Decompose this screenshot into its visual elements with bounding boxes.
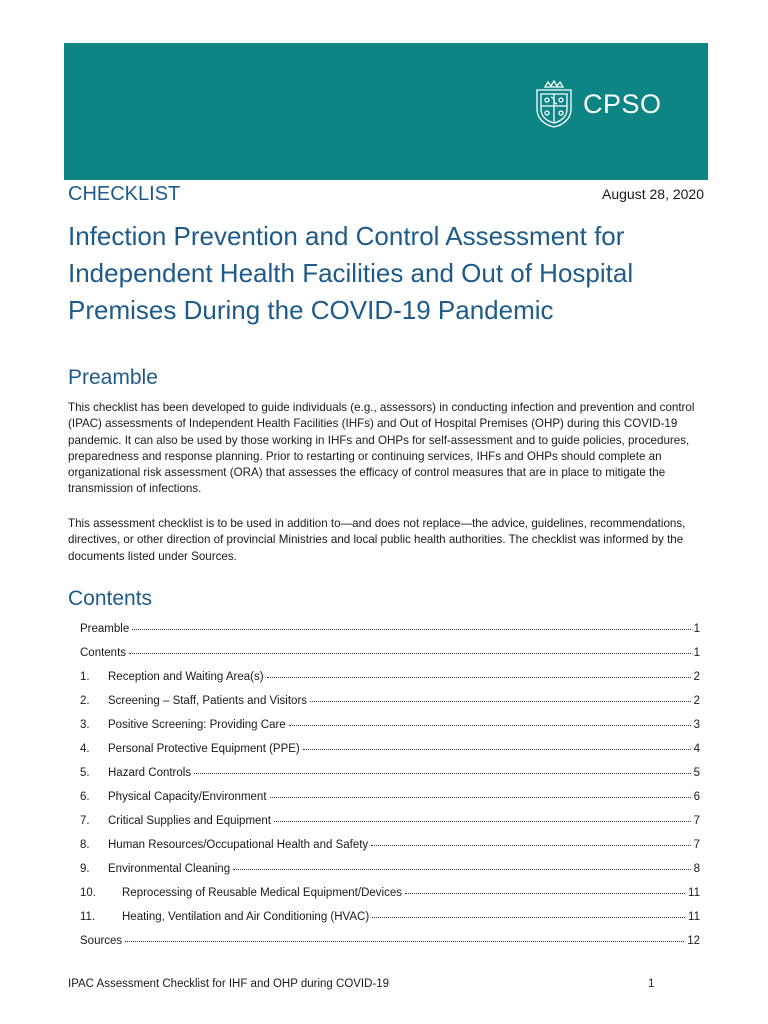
toc-entry-number: 3.: [80, 719, 90, 731]
logo-wordmark: CPSO: [583, 88, 662, 119]
preamble-paragraph-2: This assessment checklist is to be used in addition to—and does not replace—the advice, guidelines, recommendations, directives, or other direction of provincial Ministries and local public health authorities. The checklist was informed by the documents listed under Sources.: [68, 517, 686, 563]
toc-entry[interactable]: [80, 932, 700, 956]
toc-entry[interactable]: [80, 692, 700, 716]
toc-entry[interactable]: [80, 908, 700, 932]
toc-entry[interactable]: [80, 620, 700, 644]
header-banner: [64, 43, 708, 180]
toc-leader-dots: [303, 739, 691, 750]
toc-entry-page: 11: [688, 911, 700, 923]
toc-entry-label: Environmental Cleaning: [108, 863, 231, 875]
toc-entry-number: 10.: [80, 887, 96, 899]
toc-entry-label: Screening – Staff, Patients and Visitors: [108, 695, 308, 707]
toc-entry-label: Reception and Waiting Area(s): [108, 671, 264, 683]
toc-entry-label: Personal Protective Equipment (PPE): [108, 743, 300, 755]
preamble-heading: Preamble: [68, 366, 158, 389]
toc-entry-number: 11.: [80, 911, 96, 923]
toc-entry-label: Human Resources/Occupational Health and Safety: [108, 839, 369, 851]
toc-entry[interactable]: [80, 836, 700, 860]
toc-entry-page: 11: [688, 887, 700, 899]
toc-entry-page: 6: [693, 791, 700, 803]
toc-entry[interactable]: [80, 860, 700, 884]
toc-entry-label: Sources: [80, 935, 123, 947]
document-title: Infection Prevention and Control Assessment for Independent Health Facilities and Out of Hospital Premises During the COVID-19 Pandemic: [68, 221, 634, 325]
toc-entry[interactable]: [80, 764, 700, 788]
toc-entry-number: 9.: [80, 863, 90, 875]
toc-leader-dots: [132, 619, 690, 630]
toc-entry[interactable]: [80, 668, 700, 692]
toc-leader-dots: [129, 643, 691, 654]
toc-entry-page: 7: [693, 839, 700, 851]
toc-entry-label: Reprocessing of Reusable Medical Equipment/Devices: [122, 887, 402, 899]
toc-entry-page: 2: [693, 671, 700, 683]
toc-entry-number: 2.: [80, 695, 90, 707]
toc-leader-dots: [405, 883, 685, 894]
toc-entry-page: 5: [693, 767, 700, 779]
document-type: CHECKLIST: [68, 183, 181, 205]
toc-entry-number: 6.: [80, 791, 90, 803]
document-date: August 28, 2020: [602, 186, 704, 202]
toc-leader-dots: [233, 859, 690, 870]
toc-leader-dots: [274, 811, 691, 822]
toc-leader-dots: [270, 787, 691, 798]
toc-entry-page: 8: [693, 863, 700, 875]
toc-entry-label: Physical Capacity/Environment: [108, 791, 267, 803]
cpso-logo: [533, 79, 662, 129]
toc-entry-page: 1: [693, 647, 700, 659]
toc-entry[interactable]: [80, 812, 700, 836]
toc-leader-dots: [371, 835, 690, 846]
toc-entry-page: 1: [693, 623, 700, 635]
toc-entry[interactable]: [80, 788, 700, 812]
toc-entry[interactable]: [80, 740, 700, 764]
toc-entry[interactable]: [80, 644, 700, 668]
toc-entry-number: 5.: [80, 767, 90, 779]
toc-entry-page: 4: [693, 743, 700, 755]
toc-entry-label: Heating, Ventilation and Air Conditioning (HVAC): [122, 911, 370, 923]
toc-entry-label: Critical Supplies and Equipment: [108, 815, 272, 827]
toc-entry-page: 2: [693, 695, 700, 707]
toc-entry[interactable]: [80, 716, 700, 740]
preamble-paragraph-1: This checklist has been developed to guide individuals (e.g., assessors) in conducting infection and prevention and control (IPAC) assessments of Independent Health Facilities (IHFs) and Out of Hospital Premises (OHP) during this COVID-19 pandemic. It can also be used by those working in IHFs and OHPs for self-assessment and to guide policies, procedures, preparedness and response planning. Prior to restarting or continuing services, IHFs and OHPs should complete an organizational risk assessment (ORA) that assesses the efficacy of control measures that are in place to mitigate the transmission of infections.: [68, 401, 695, 496]
toc-entry[interactable]: [80, 884, 700, 908]
toc-entry-number: 8.: [80, 839, 90, 851]
toc-leader-dots: [267, 667, 691, 678]
footer-page-number: 1: [648, 978, 655, 990]
toc-entry-label: Preamble: [80, 623, 130, 635]
toc-leader-dots: [372, 907, 685, 918]
toc-leader-dots: [310, 691, 691, 702]
table-of-contents: [80, 620, 700, 956]
toc-entry-label: Hazard Controls: [108, 767, 192, 779]
contents-heading: Contents: [68, 587, 153, 610]
toc-entry-page: 7: [693, 815, 700, 827]
toc-entry-label: Contents: [80, 647, 127, 659]
toc-leader-dots: [194, 763, 691, 774]
crest-icon: [533, 79, 575, 129]
toc-leader-dots: [125, 931, 684, 942]
toc-leader-dots: [289, 715, 691, 726]
toc-entry-number: 4.: [80, 743, 90, 755]
toc-entry-page: 12: [687, 935, 700, 947]
toc-entry-label: Positive Screening: Providing Care: [108, 719, 286, 731]
toc-entry-page: 3: [693, 719, 700, 731]
footer-title: IPAC Assessment Checklist for IHF and OHP during COVID-19: [68, 978, 390, 990]
toc-entry-number: 7.: [80, 815, 90, 827]
toc-entry-number: 1.: [80, 671, 90, 683]
